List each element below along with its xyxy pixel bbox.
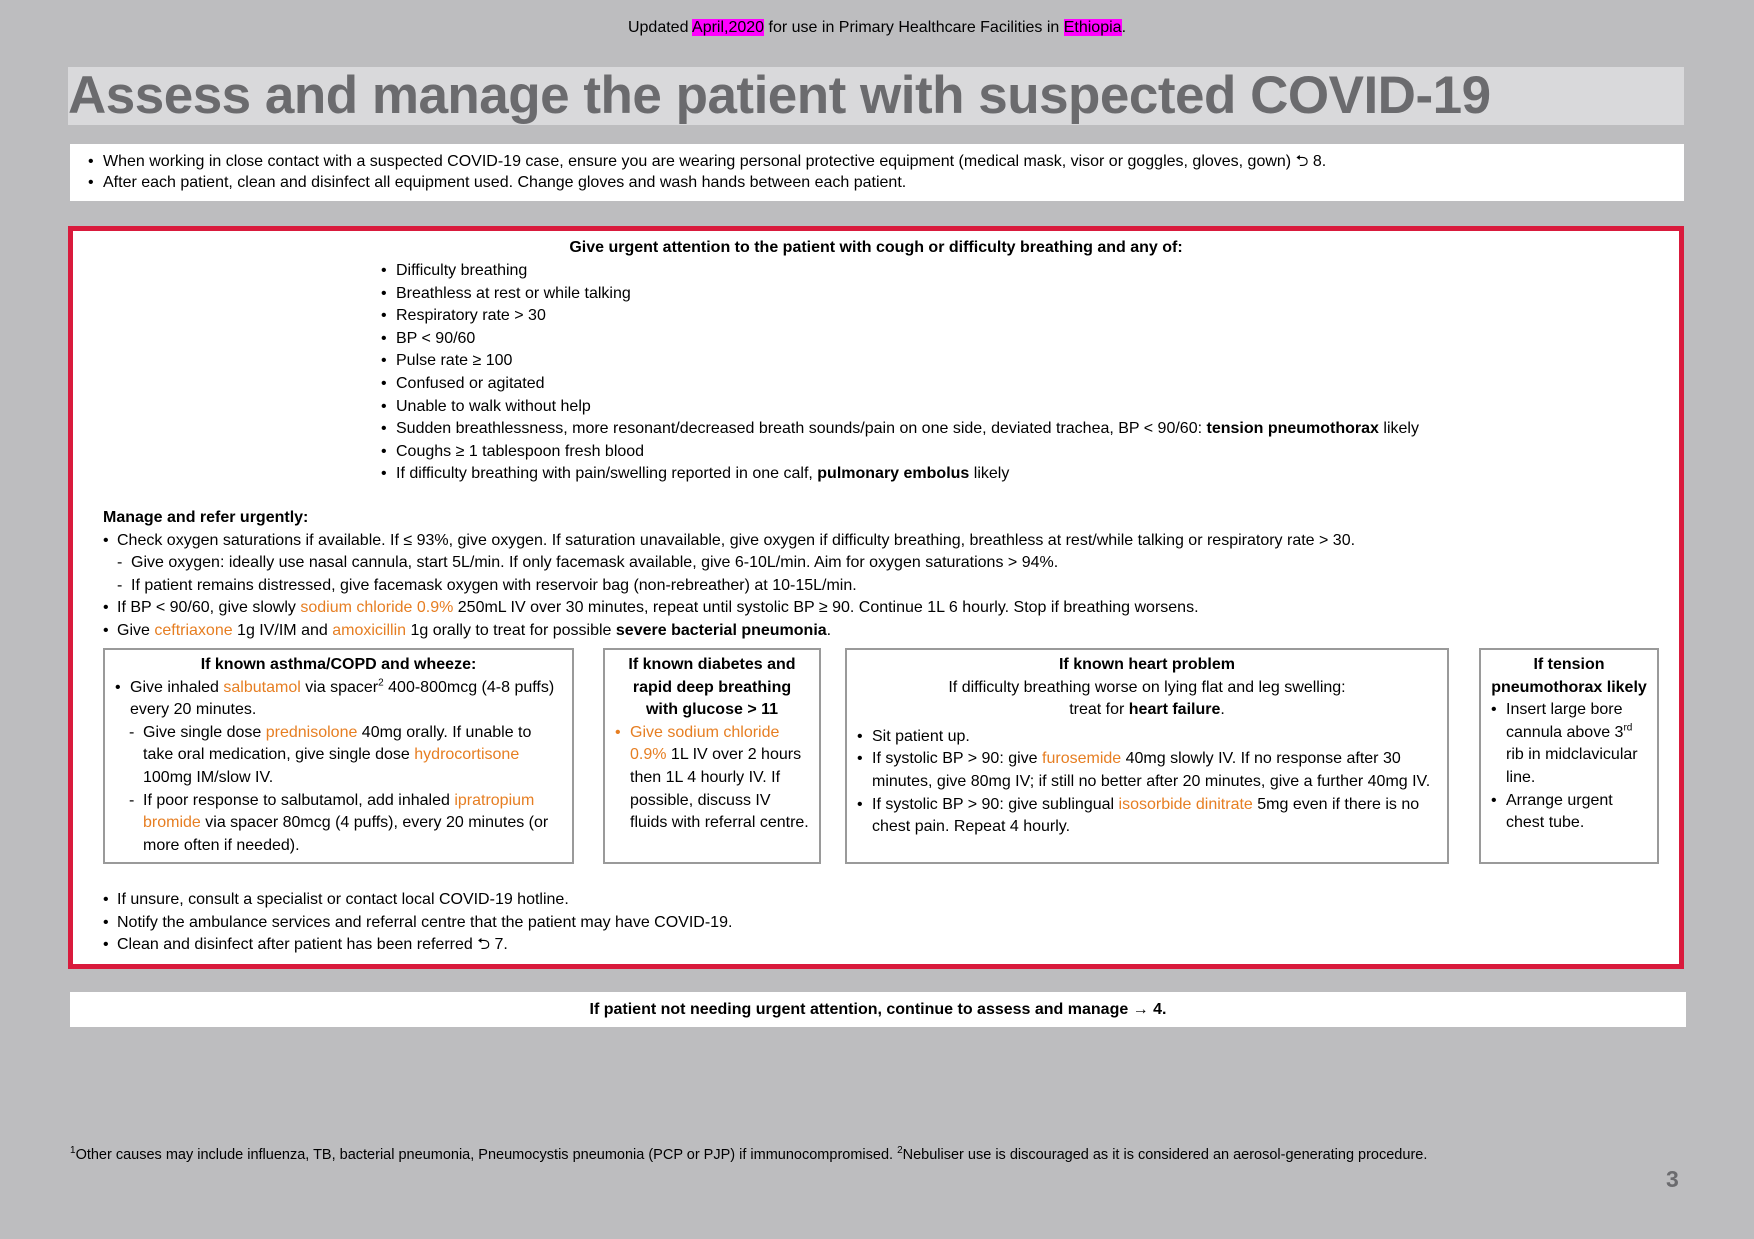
danger-sign: • Pulse rate ≥ 100 — [381, 350, 1419, 373]
referral-note: • Clean and disinfect after patient has been referred ⮌ 7. — [103, 934, 732, 957]
drug-name: ipratropium bromide — [143, 791, 535, 832]
update-prefix: Updated — [627, 19, 693, 36]
drug-name: furosemide — [1042, 750, 1122, 768]
heart-item: • If systolic BP > 90: give furosemide 40mg slowly IV. If no response after 30 minutes, give 80mg IV; if still no better after 20 minutes, give a further 40mg IV. — [857, 748, 1437, 793]
tension-pneumothorax-box — [1479, 648, 1659, 864]
heart-item: • Sit patient up. — [857, 726, 1437, 749]
update-country: Ethiopia — [1063, 19, 1122, 36]
heart-heading: If known heart problem — [1058, 656, 1235, 673]
asthma-subitem: - If poor response to salbutamol, add inhaled ipratropium bromide via spacer 80mcg (4 puffs), every 20 minutes (or more often if needed). — [115, 790, 562, 858]
asthma-copd-box — [103, 648, 574, 864]
tension-heading: If tension pneumothorax likely — [1491, 656, 1647, 696]
update-note — [0, 19, 1754, 37]
ppe-item: • After each patient, clean and disinfect all equipment used. Change gloves and wash hands between each patient. — [88, 172, 1684, 193]
manage-subitem: - If patient remains distressed, give facemask oxygen with reservoir bag (non-rebreather) at 10-15L/min. — [103, 575, 1663, 598]
danger-sign: • Coughs ≥ 1 tablespoon fresh blood — [381, 441, 1419, 464]
danger-sign-pe: • If difficulty breathing with pain/swelling reported in one calf, pulmonary embolus likely — [381, 463, 1419, 486]
heart-item: • If systolic BP > 90: give sublingual isosorbide dinitrate 5mg even if there is no chest pain. Repeat 4 hourly. — [857, 794, 1437, 839]
tension-item: • Insert large bore cannula above 3rd rib in midclavicular line. — [1491, 699, 1647, 789]
urgent-attention-panel — [68, 226, 1684, 969]
manage-heading: Manage and refer urgently: — [103, 509, 309, 526]
footnotes: $^1$Other causes may include influenza, TB, bacterial pneumonia, Pneumocystis pneumonia (PCP or PJP) if immunocompromised. $^2$Nebuliser use is discouraged as it is considered an aerosol-generating procedure. — [70, 1145, 1428, 1163]
danger-sign: • Breathless at rest or while talking — [381, 283, 1419, 306]
asthma-item: • Give inhaled salbutamol via spacer$^2$ 400-800mcg (4-8 puffs) every 20 minutes. — [115, 677, 562, 722]
drug-name: prednisolone — [265, 723, 358, 741]
drug-name: sodium chloride 0.9% — [300, 599, 454, 617]
referral-note: • If unsure, consult a specialist or contact local COVID-19 hotline. — [103, 889, 732, 912]
drug-name: isosorbide dinitrate — [1118, 795, 1253, 813]
drug-name: hydrocortisone — [414, 746, 520, 764]
update-date: April,2020 — [692, 19, 765, 36]
diabetes-heading: If known diabetes and rapid deep breathing with glucose > 11 — [628, 656, 796, 719]
asthma-subitem: - Give single dose prednisolone 40mg orally. If unable to take oral medication, give single dose hydrocortisone 100mg IM/slow IV. — [115, 722, 562, 790]
drug-name: amoxicillin — [332, 621, 407, 639]
drug-name: ceftriaxone — [154, 621, 233, 639]
manage-item: • Check oxygen saturations if available. If ≤ 93%, give oxygen. If saturation unavailable, give oxygen if difficulty breathing, breathless at rest/while talking or respiratory rate > 30. — [103, 530, 1663, 553]
page-title: Assess and manage the patient with suspected COVID-19 — [68, 66, 1491, 125]
danger-sign: • Unable to walk without help — [381, 396, 1419, 419]
danger-sign: • Respiratory rate > 30 — [381, 305, 1419, 328]
update-middle: for use in Primary Healthcare Facilities in — [764, 19, 1064, 36]
danger-sign: • Confused or agitated — [381, 373, 1419, 396]
danger-sign: • Difficulty breathing — [381, 260, 1419, 283]
ppe-item: • When working in close contact with a suspected COVID-19 case, ensure you are wearing personal protective equipment (medical mask, visor or goggles, gloves, gown) ⮌ 8. — [88, 151, 1684, 172]
ppe-notice — [70, 144, 1684, 201]
asthma-heading: If known asthma/COPD and wheeze: — [200, 656, 477, 673]
update-end: . — [1121, 19, 1127, 36]
heart-treat-for: treat for heart failure. — [1069, 701, 1225, 719]
urgent-heading: Give urgent attention to the patient with cough or difficulty breathing and any of: — [569, 239, 1183, 256]
drug-name: Give sodium chloride 0.9% — [630, 723, 780, 764]
diabetes-item: • Give sodium chloride 0.9% 1L IV over 2 hours then 1L 4 hourly IV. If possible, discuss IV fluids with referral centre. — [615, 722, 809, 835]
continue-instruction: If patient not needing urgent attention, continue to assess and manage → 4. — [70, 992, 1686, 1027]
manage-item-bp: • If BP < 90/60, give slowly sodium chloride 0.9% 250mL IV over 30 minutes, repeat until systolic BP ≥ 90. Continue 1L 6 hourly. Stop if breathing worsens. — [103, 597, 1663, 620]
drug-name: salbutamol — [223, 678, 301, 696]
heart-condition: If difficulty breathing worse on lying flat and leg swelling: — [948, 678, 1346, 696]
diabetes-box — [603, 648, 821, 864]
danger-sign-tension: • Sudden breathlessness, more resonant/decreased breath sounds/pain on one side, deviated trachea, BP < 90/60: tension pneumothorax likely — [381, 418, 1419, 441]
page-number: 3 — [1666, 1166, 1679, 1192]
tension-item: • Arrange urgent chest tube. — [1491, 790, 1647, 835]
manage-section — [103, 507, 1663, 643]
heart-problem-box — [845, 648, 1449, 864]
manage-item-antibiotics: • Give ceftriaxone 1g IV/IM and amoxicillin 1g orally to treat for possible severe bacterial pneumonia. — [103, 620, 1663, 643]
referral-notes — [103, 889, 732, 957]
manage-subitem: - Give oxygen: ideally use nasal cannula, start 5L/min. If only facemask available, give 6-10L/min. Aim for oxygen saturations > 94%. — [103, 552, 1663, 575]
danger-sign: • BP < 90/60 — [381, 328, 1419, 351]
referral-note: • Notify the ambulance services and referral centre that the patient may have COVID-19. — [103, 912, 732, 935]
danger-signs-list — [381, 260, 1419, 486]
